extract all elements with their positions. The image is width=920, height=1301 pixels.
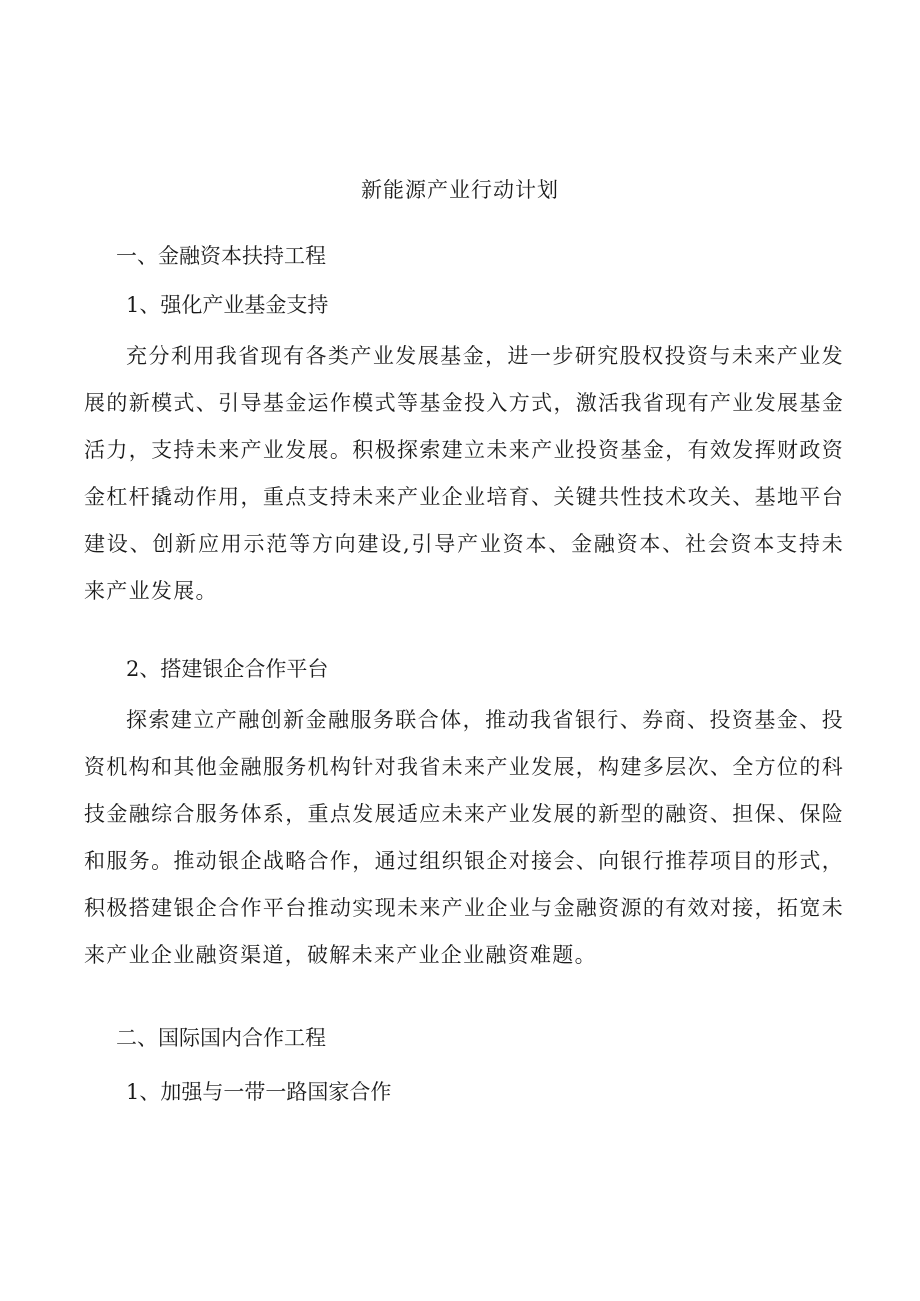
section-heading: 一、金融资本扶持工程 <box>116 244 326 268</box>
subsection-heading: 1、强化产业基金支持 <box>126 293 329 317</box>
subsection-heading: 1、加强与一带一路国家合作 <box>126 1080 392 1104</box>
body-paragraph: 充分利用我省现有各类产业发展基金，进一步研究股权投资与未来产业发展的新模式、引导基金运作模式等基金投入方式，激活我省现有产业发展基金活力，支持未来产业发展。积极探索建立未来产业投资基金，有效发挥财政资金杠杆撬动作用，重点支持未来产业企业培育、关键共性技术攻关、基地平台建设、创新应用示范等方向建设,引导产业资本、金融资本、社会资本支持未来产业发展。 <box>84 344 844 603</box>
document-title: 新能源产业行动计划 <box>361 178 559 202</box>
section-heading: 二、国际国内合作工程 <box>116 1026 326 1050</box>
body-paragraph: 探索建立产融创新金融服务联合体，推动我省银行、券商、投资基金、投资机构和其他金融服务机构针对我省未来产业发展，构建多层次、全方位的科技金融综合服务体系，重点发展适应未来产业发展的新型的融资、担保、保险和服务。推动银企战略合作，通过组织银企对接会、向银行推荐项目的形式，积极搭建银企合作平台推动实现未来产业企业与金融资源的有效对接，拓宽未来产业企业融资渠道，破解未来产业企业融资难题。 <box>84 708 844 967</box>
subsection-heading: 2、搭建银企合作平台 <box>126 657 329 681</box>
